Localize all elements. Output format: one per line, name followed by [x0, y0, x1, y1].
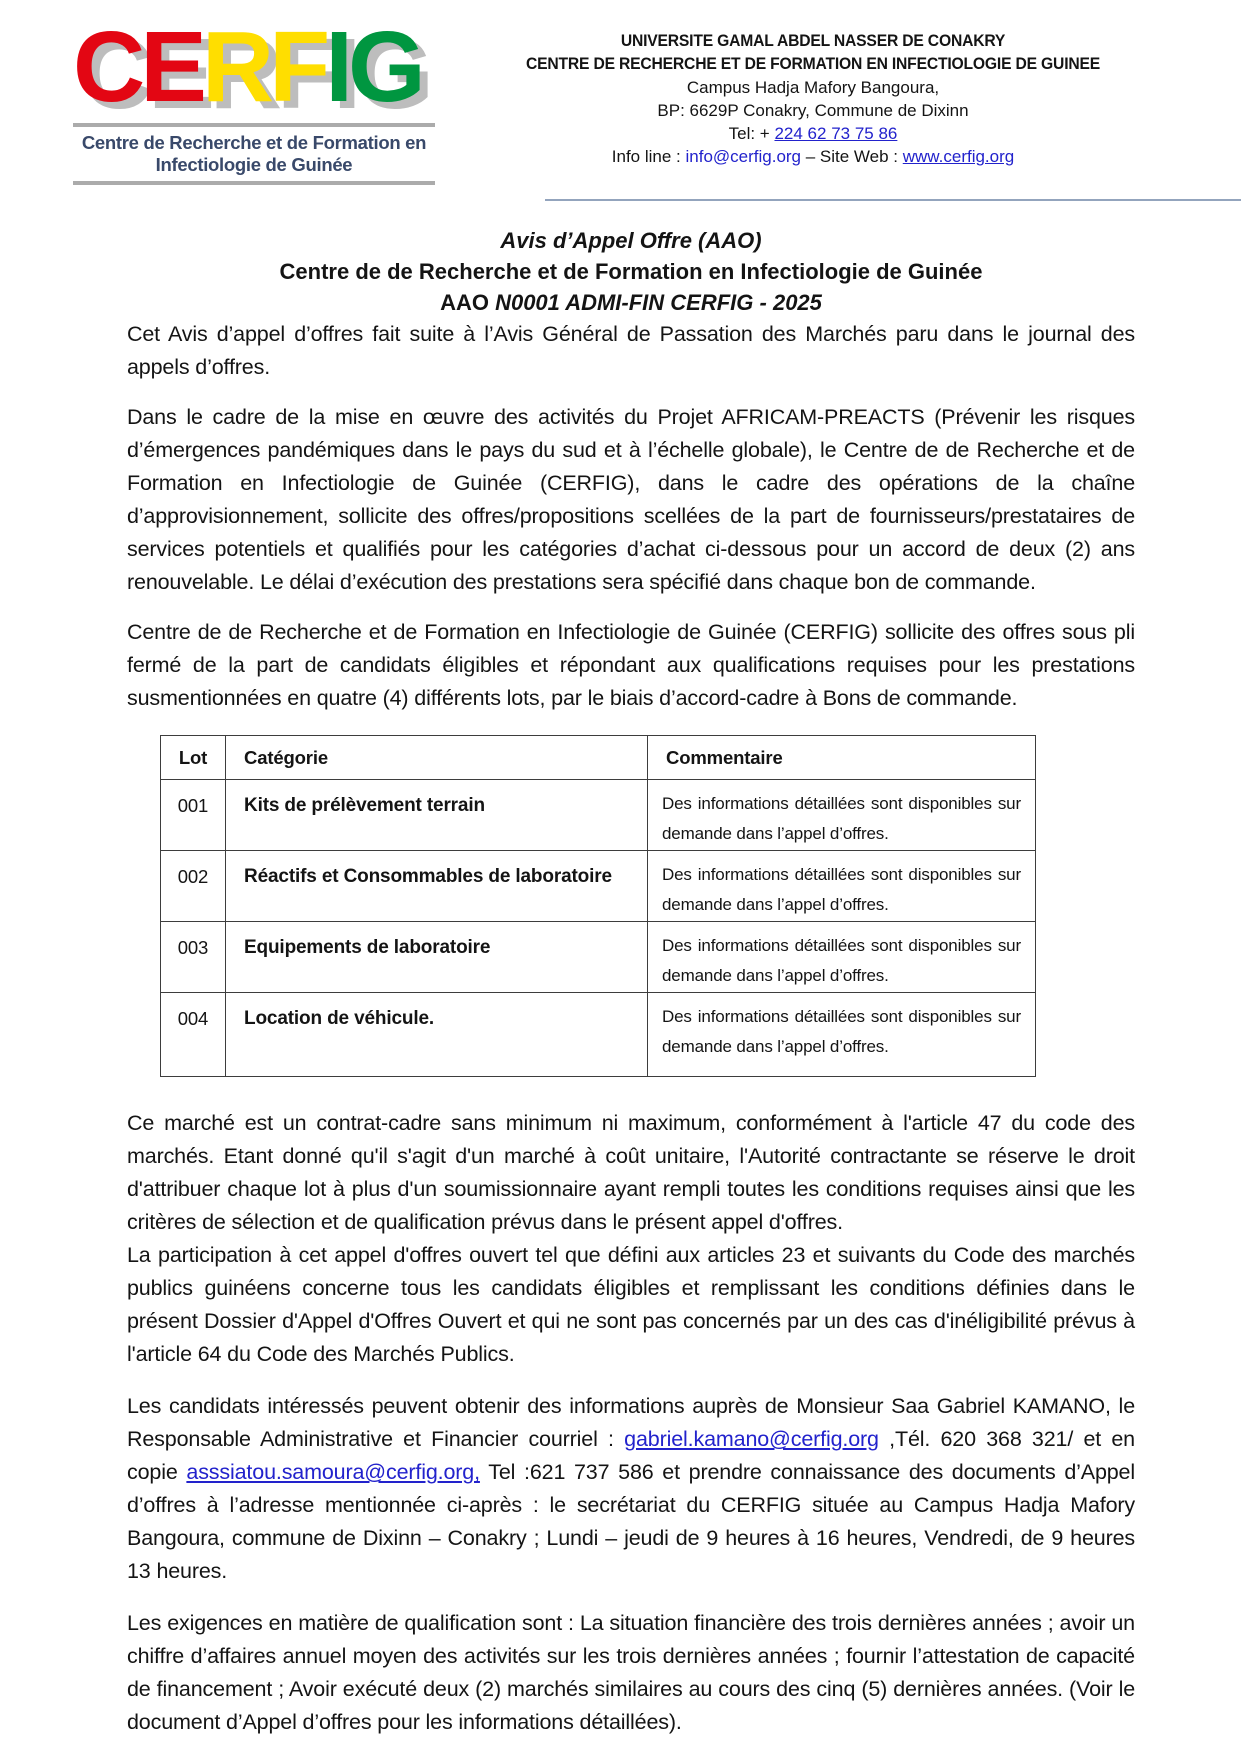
title-reference: N0001 ADMI-FIN CERFIG - 2025	[495, 290, 822, 316]
document-body	[127, 225, 1135, 1739]
logo-letter-c: C	[73, 11, 141, 123]
logo-divider-top	[73, 123, 435, 127]
table-row	[161, 780, 1036, 851]
header-rule	[545, 199, 1241, 201]
table-row	[161, 851, 1036, 922]
paragraph-contract-terms	[127, 1107, 1135, 1371]
title-line-2: Centre de de Recherche et de Formation en Infectiologie de Guinée	[279, 259, 983, 285]
contacts-text-3: Tel :621 737 586 et prendre connaissance des documents d’Appel d’offres à l’adresse mentionnée ci-après : le secrétariat du CERFIG située au Campus Hadja Mafory Bangoura, commune de Dixinn – Conakry ; Lundi – jeudi de 9 heures à 16 heures, Vendredi, de 9 heures 13 heures.	[127, 1460, 1135, 1584]
website-link[interactable]: www.cerfig.org	[902, 147, 1015, 166]
lot-comment: Des informations détaillées sont disponibles sur demande dans l’appel d’offres.	[648, 993, 1036, 1077]
lot-category: Equipements de laboratoire	[226, 922, 648, 993]
contacts-text-1: Les candidats intéressés peuvent obtenir des informations auprès de Monsieur Saa Gabriel KAMANO, le Responsable Administrative et Financier courriel :	[127, 1394, 1135, 1452]
table-row	[161, 993, 1036, 1077]
header-lot: Lot	[161, 736, 226, 780]
contacts-text-2: ,Tél. 620 368 321/ et en copie	[127, 1427, 1135, 1485]
page-header	[0, 0, 1241, 185]
paragraph-contacts	[127, 1390, 1135, 1588]
document-title	[127, 225, 1135, 318]
paragraph-participation: La participation à cet appel d'offres ouvert tel que défini aux articles 23 et suivants du Code des marchés publics guinéens concerne tous les candidats éligibles et remplissant les conditions définies dans le présent Dossier d'Appel d'Offres Ouvert et qui ne sont pas concernés par un des cas d'inéligibilité prévus à l'article 64 du Code des Marchés Publics.	[127, 1243, 1135, 1367]
logo-letter-f: F	[269, 11, 326, 123]
address-line-1: Campus Hadja Mafory Bangoura,	[686, 78, 940, 97]
table-header-row	[161, 736, 1036, 780]
university-name: UNIVERSITE GAMAL ABDEL NASSER DE CONAKRY	[620, 32, 1006, 50]
lot-category: Location de véhicule.	[226, 993, 648, 1077]
lot-category: Kits de prélèvement terrain	[226, 780, 648, 851]
phone-label: Tel: +	[728, 124, 775, 143]
paragraph-qualifications: Les exigences en matière de qualification sont : La situation financière des trois dernières années ; avoir un chiffre d’affaires annuel moyen des activités sur les trois dernières années ; fournir l’attestation de capacité de financement ; Avoir exécuté deux (2) marchés similaires au cours des cinq (5) dernières années. (Voir le document d’Appel d’offres pour les informations détaillées).	[127, 1611, 1135, 1735]
phone-link[interactable]: 224 62 73 75 86	[774, 124, 898, 143]
site-label: – Site Web :	[801, 147, 903, 166]
center-name: CENTRE DE RECHERCHE ET DE FORMATION EN INFECTIOLOGIE DE GUINEE	[525, 55, 1101, 73]
logo-letter-e: E	[140, 11, 202, 123]
address-line-2: BP: 6629P Conakry, Commune de Dixinn	[657, 101, 969, 120]
contact-email-link-2[interactable]: asssiatou.samoura@cerfig.org,	[186, 1460, 480, 1485]
info-line	[493, 145, 1133, 168]
lot-number: 003	[161, 922, 226, 993]
contact-email-link-1[interactable]: gabriel.kamano@cerfig.org	[624, 1427, 879, 1452]
logo-letter-i: I	[325, 11, 349, 123]
lot-category: Réactifs et Consommables de laboratoire	[226, 851, 648, 922]
info-email-link[interactable]: info@cerfig.org	[685, 147, 802, 166]
logo-letter-r: R	[201, 11, 270, 123]
cerfig-logo-wordmark	[73, 11, 435, 123]
title-line-3	[127, 287, 1135, 318]
title-aao-prefix: AAO	[440, 290, 496, 316]
paragraph-intro: Cet Avis d’appel d’offres fait suite à l’Avis Général de Passation des Marchés paru dans le journal des appels d’offres.	[127, 322, 1135, 380]
header-commentaire: Commentaire	[648, 736, 1036, 780]
header-categorie: Catégorie	[226, 736, 648, 780]
cerfig-logo	[73, 11, 435, 185]
institution-block	[493, 18, 1133, 185]
logo-tagline: Centre de Recherche et de Formation en Infectiologie de Guinée	[81, 132, 427, 176]
lot-number: 004	[161, 993, 226, 1077]
lot-comment: Des informations détaillées sont disponibles sur demande dans l’appel d’offres.	[648, 780, 1036, 851]
lot-comment: Des informations détaillées sont disponibles sur demande dans l’appel d’offres.	[648, 851, 1036, 922]
paragraph-solicitation: Centre de de Recherche et de Formation en Infectiologie de Guinée (CERFIG) sollicite des offres sous pli fermé de la part de candidats éligibles et répondant aux qualifications requises pour les prestations susmentionnées en quatre (4) différents lots, par le biais d’accord-cadre à Bons de commande.	[127, 620, 1135, 711]
paragraph-project: Dans le cadre de la mise en œuvre des activités du Projet AFRICAM-PREACTS (Prévenir les risques d’émergences pandémiques dans le pays du sud et à l’échelle globale), le Centre de de Recherche et de Formation en Infectiologie de Guinée (CERFIG), dans le cadre des opérations de la chaîne d’approvisionnement, sollicite des offres/propositions scellées de la part de fournisseurs/prestataires de services potentiels et qualifiés pour les catégories d’achat ci-dessous pour un accord de deux (2) ans renouvelable. Le délai d’exécution des prestations sera spécifié dans chaque bon de commande.	[127, 405, 1135, 595]
lot-comment: Des informations détaillées sont disponibles sur demande dans l’appel d’offres.	[648, 922, 1036, 993]
lots-table	[160, 735, 1036, 1077]
lot-number: 001	[161, 780, 226, 851]
info-label: Info line :	[611, 147, 686, 166]
title-line-1: Avis d’Appel Offre (AAO)	[500, 228, 762, 254]
logo-letter-g: G	[348, 11, 421, 123]
table-row	[161, 922, 1036, 993]
logo-divider-bottom	[73, 181, 435, 185]
lot-number: 002	[161, 851, 226, 922]
paragraph-framework: Ce marché est un contrat-cadre sans minimum ni maximum, conformément à l'article 47 du code des marchés. Etant donné qu'il s'agit d'un marché à coût unitaire, l'Autorité contractante se réserve le droit d'attribuer chaque lot à plus d'un soumissionnaire ayant rempli toutes les conditions requises ainsi que les critères de sélection et de qualification prévus dans le présent appel d'offres.	[127, 1111, 1135, 1235]
phone-line	[493, 122, 1133, 145]
